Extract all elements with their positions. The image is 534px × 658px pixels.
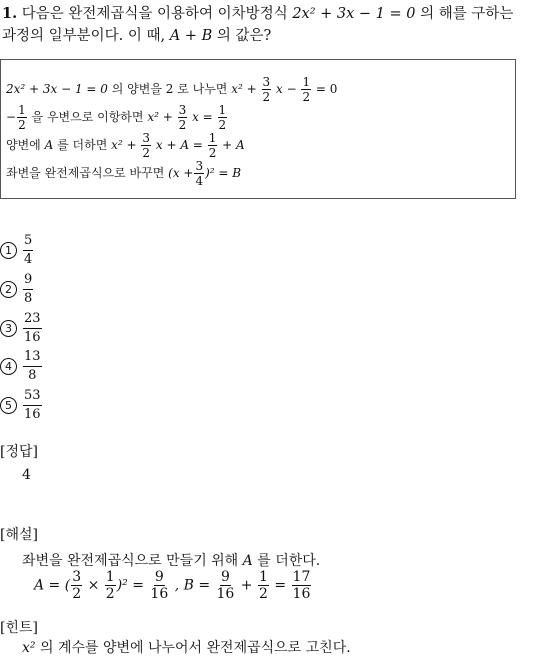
numerator: 1	[105, 569, 115, 585]
option-3[interactable]	[0, 312, 42, 344]
box-row-4	[6, 160, 241, 187]
explanation-math: )² =	[116, 577, 144, 594]
denominator: 16	[24, 329, 41, 345]
box-text: 좌변을 완전제곱식으로 바꾸면	[6, 166, 165, 180]
fraction	[149, 570, 169, 601]
fraction	[218, 104, 228, 131]
option-2[interactable]	[0, 273, 33, 305]
option-fraction	[23, 273, 33, 305]
hint-label: [힌트]	[0, 620, 38, 636]
fraction	[292, 570, 312, 601]
box-math: x =	[192, 110, 213, 124]
fraction	[178, 104, 188, 131]
numerator: 23	[23, 312, 42, 329]
numerator: 1	[208, 131, 217, 145]
fraction	[208, 132, 218, 159]
question-line-1	[2, 2, 513, 23]
question-expression: A + B	[169, 28, 213, 44]
fraction	[17, 104, 27, 131]
explanation-math: =	[274, 577, 287, 594]
question-text: 의 값은?	[216, 28, 272, 44]
fraction	[71, 570, 82, 601]
denominator: 16	[24, 406, 41, 422]
denominator: 8	[24, 290, 33, 306]
denominator: 2	[18, 118, 26, 132]
numerator: 1	[18, 103, 26, 117]
numerator: 13	[23, 350, 42, 367]
option-1[interactable]	[0, 234, 33, 266]
box-text: 양변에	[6, 138, 41, 152]
explanation-math: +	[240, 577, 253, 594]
option-fraction	[23, 350, 42, 382]
denominator: 2	[218, 118, 227, 132]
denominator: 2	[105, 586, 115, 602]
numerator: 3	[178, 103, 187, 117]
box-row-2	[6, 104, 228, 131]
box-equation: 2x² + 3x − 1 = 0	[6, 82, 108, 96]
numerator: 3	[195, 159, 204, 173]
numerator: 3	[142, 131, 151, 145]
denominator: 16	[150, 586, 169, 602]
numerator: 17	[292, 569, 311, 585]
question-line-2	[2, 24, 271, 45]
denominator: 2	[258, 586, 268, 602]
denominator: 2	[72, 586, 82, 602]
option-number-circle: 5	[0, 397, 17, 414]
numerator: 9	[23, 273, 33, 290]
box-math: = 0	[315, 82, 338, 96]
option-4[interactable]	[0, 350, 42, 382]
option-5[interactable]	[0, 389, 42, 421]
fraction	[105, 570, 116, 601]
explanation-math: , B =	[174, 577, 211, 594]
hint-line	[22, 637, 351, 657]
explanation-label: [해설]	[0, 527, 38, 543]
denominator: 16	[292, 586, 311, 602]
box-text: 를 더하면	[57, 138, 108, 152]
box-math: )² = B	[205, 166, 242, 180]
box-math: + A	[222, 138, 245, 152]
box-math: x² +	[147, 110, 173, 124]
box-math: (x +	[168, 166, 194, 180]
box-math: −	[6, 110, 17, 124]
hint-math: x²	[22, 640, 36, 656]
box-text: 을 우변으로 이항하면	[31, 110, 144, 124]
explanation-math: ×	[87, 577, 100, 594]
option-fraction	[23, 312, 42, 344]
fraction	[194, 160, 204, 187]
denominator: 16	[216, 586, 235, 602]
numerator: 9	[154, 569, 164, 585]
hint-text: 의 계수를 양변에 나누어서 완전제곱식으로 고친다.	[39, 640, 351, 656]
denominator: 2	[208, 146, 217, 160]
numerator: 9	[220, 569, 230, 585]
denominator: 2	[302, 90, 311, 104]
question-equation: 2x² + 3x − 1 = 0	[292, 6, 416, 22]
option-fraction	[23, 234, 33, 266]
fraction	[301, 76, 311, 103]
explanation-line-1	[22, 550, 320, 570]
option-number-circle: 1	[0, 242, 17, 259]
numerator: 1	[302, 75, 311, 89]
box-row-3	[6, 132, 245, 159]
fraction	[216, 570, 236, 601]
box-math: x² +	[111, 138, 137, 152]
numerator: 3	[72, 569, 82, 585]
box-math: x² +	[231, 82, 257, 96]
box-math: A	[44, 138, 54, 152]
denominator: 4	[195, 174, 204, 188]
option-number-circle: 3	[0, 320, 17, 337]
box-text: 의 양변을 2 로 나누면	[111, 82, 228, 96]
answer-value: 4	[22, 467, 31, 483]
explanation-math: A = (	[34, 577, 71, 594]
numerator: 3	[262, 75, 271, 89]
denominator: 8	[28, 367, 37, 383]
box-row-1	[6, 76, 337, 103]
option-number-circle: 4	[0, 358, 17, 375]
option-fraction	[23, 389, 42, 421]
numerator: 1	[218, 103, 227, 117]
fraction	[258, 570, 269, 601]
numerator: 5	[23, 234, 33, 251]
question-number: 1.	[2, 5, 18, 22]
question-text: 과정의 일부분이다. 이 때,	[2, 28, 166, 44]
explanation-line-2	[34, 570, 312, 601]
numerator: 53	[23, 389, 42, 406]
box-math: x −	[275, 82, 297, 96]
denominator: 2	[178, 118, 187, 132]
fraction	[262, 76, 272, 103]
question-text: 의 해를 구하는	[420, 6, 514, 22]
box-math: x + A =	[155, 138, 203, 152]
question-text: 다음은 완전제곱식을 이용하여 이차방정식	[21, 6, 288, 22]
denominator: 2	[262, 90, 271, 104]
fraction	[141, 132, 151, 159]
explanation-math: A	[242, 553, 253, 569]
numerator: 1	[258, 569, 268, 585]
denominator: 4	[24, 251, 33, 267]
denominator: 2	[142, 146, 151, 160]
answer-label: [정답]	[0, 444, 38, 460]
option-number-circle: 2	[0, 281, 17, 298]
explanation-text: 좌변을 완전제곱식으로 만들기 위해	[22, 553, 239, 569]
explanation-text: 를 더한다.	[257, 553, 321, 569]
